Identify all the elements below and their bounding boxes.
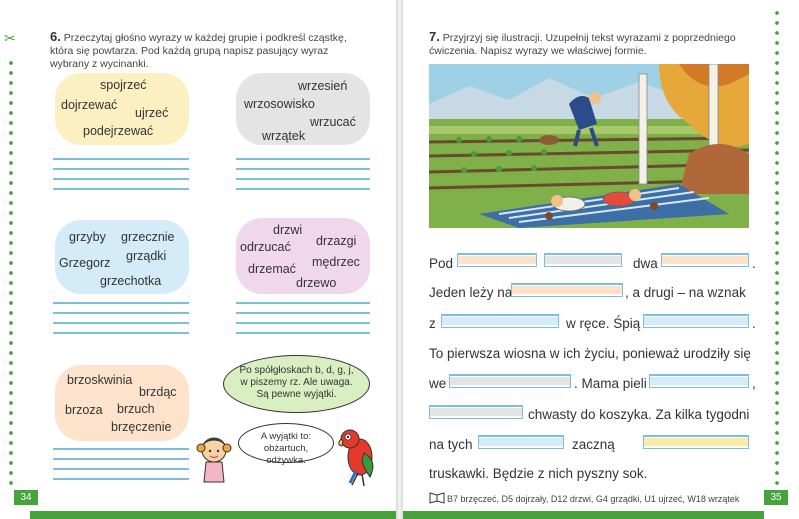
- page-number: 35: [764, 490, 788, 505]
- answer-blank[interactable]: [643, 314, 749, 328]
- word: drzewo: [296, 276, 337, 290]
- word: brzdąc: [139, 385, 177, 399]
- answer-blank[interactable]: [649, 374, 749, 388]
- bottom-bar: [403, 511, 764, 519]
- word: wrzucać: [310, 115, 356, 129]
- answer-lines[interactable]: [53, 448, 189, 488]
- word: grzechotka: [100, 274, 162, 288]
- word: brzoza: [65, 403, 103, 417]
- exceptions-text: A wyjątki to: obżartuch, odżywka.: [260, 431, 312, 466]
- word-group-5: [55, 365, 189, 441]
- text-line-6: chwasty do koszyka. Za kilka tygodni: [528, 407, 750, 422]
- word-group-1: [55, 73, 189, 145]
- word-group-3: [55, 220, 189, 294]
- cutout-references: B7 brzęczeć, D5 dojrzały, D12 drzwi, G4 grządki, U1 ujrzeć, W18 wrzątek: [447, 494, 740, 504]
- text-line-3c: .: [752, 316, 756, 331]
- answer-blank[interactable]: [478, 435, 564, 449]
- word: grzecznie: [121, 230, 175, 244]
- text-line-1a: Pod: [429, 256, 454, 271]
- exercise-6-instruction: [50, 30, 370, 71]
- exercise-number: 6.: [50, 29, 61, 44]
- word: odrzucać: [240, 240, 291, 254]
- word: brzoskwinia: [67, 373, 133, 387]
- exercise-number: 7.: [429, 29, 440, 44]
- text-line-2a: Jeden leży na: [429, 285, 513, 300]
- answer-blank[interactable]: [643, 435, 749, 449]
- word: ujrzeć: [135, 106, 169, 120]
- cutout-book-icon: [429, 491, 445, 504]
- word: grzyby: [69, 230, 106, 244]
- text-line-3b: w ręce. Śpią: [566, 316, 641, 331]
- word: brzuch: [117, 402, 155, 416]
- exercise-7-instruction: [429, 30, 749, 58]
- instruction-text: Przeczytaj głośno wyrazy w każdej grupie i podkreśl cząstkę, która się powtarza. Pod każdą grupą napisz pasujący wyraz wybrany z wycinanki.: [50, 32, 347, 70]
- left-page: [0, 0, 396, 519]
- word: brzęczenie: [111, 420, 172, 434]
- word: wrzesień: [298, 79, 348, 93]
- scissors-icon: ✂: [4, 30, 16, 46]
- text-line-8: truskawki. Będzie z nich pyszny sok.: [429, 466, 648, 481]
- word: dojrzewać: [61, 98, 118, 112]
- rule-tip-bubble: [223, 355, 370, 413]
- book-spine: [396, 0, 403, 519]
- spring-garden-illustration: [429, 64, 749, 228]
- text-line-3a: z: [429, 316, 436, 331]
- text-line-5a: we: [429, 376, 447, 391]
- word: spojrzeć: [100, 78, 147, 92]
- dotted-margin: [9, 58, 13, 488]
- answer-blank[interactable]: [441, 314, 559, 328]
- word: wrzosowisko: [244, 97, 315, 111]
- parrot-icon: [334, 425, 382, 487]
- answer-lines[interactable]: [236, 302, 370, 342]
- word: drzwi: [273, 223, 303, 237]
- text-line-4: To pierwsza wiosna w ich życiu, ponieważ urodziły się: [429, 346, 751, 361]
- answer-lines[interactable]: [236, 158, 370, 198]
- answer-blank[interactable]: [449, 374, 571, 388]
- page-number: 34: [14, 490, 38, 505]
- text-line-7b: zaczną: [572, 437, 615, 452]
- instruction-text: Przyjrzyj się ilustracji. Uzupełnij tekst wyrazami z poprzedniego ćwiczenia. Napisz wyrazy we właściwej formie.: [429, 32, 736, 57]
- dotted-margin: [775, 8, 779, 488]
- answer-lines[interactable]: [53, 158, 189, 198]
- text-line-5b: . Mama pieli: [574, 376, 647, 391]
- word: drzazgi: [316, 234, 357, 248]
- word: Grzegorz: [59, 256, 111, 270]
- text-line-1b: dwa: [633, 256, 658, 271]
- text-line-1c: .: [752, 256, 756, 271]
- word: wrzątek: [262, 129, 306, 143]
- word: grządki: [126, 249, 167, 263]
- answer-blank[interactable]: [429, 405, 523, 419]
- word-group-2: [236, 73, 370, 145]
- bottom-bar: [30, 511, 396, 519]
- text-line-7a: na tych: [429, 437, 473, 452]
- word: mędrzec: [312, 255, 360, 269]
- text-line-2b: , a drugi – na wznak: [625, 285, 746, 300]
- answer-blank[interactable]: [511, 283, 623, 297]
- girl-icon: [196, 432, 232, 488]
- word: podejrzewać: [83, 124, 154, 138]
- answer-blank[interactable]: [457, 253, 537, 267]
- word: drzemać: [248, 262, 296, 276]
- word-group-4: [236, 218, 370, 294]
- answer-lines[interactable]: [53, 302, 189, 342]
- text-line-5c: ,: [752, 376, 756, 391]
- answer-blank[interactable]: [544, 253, 622, 267]
- rule-tip-text: Po spółgłoskach b, d, g, j, w piszemy rz. Ale uwaga. Są pewne wyjątki.: [239, 365, 354, 400]
- exceptions-bubble: [238, 423, 334, 466]
- answer-blank[interactable]: [661, 253, 749, 267]
